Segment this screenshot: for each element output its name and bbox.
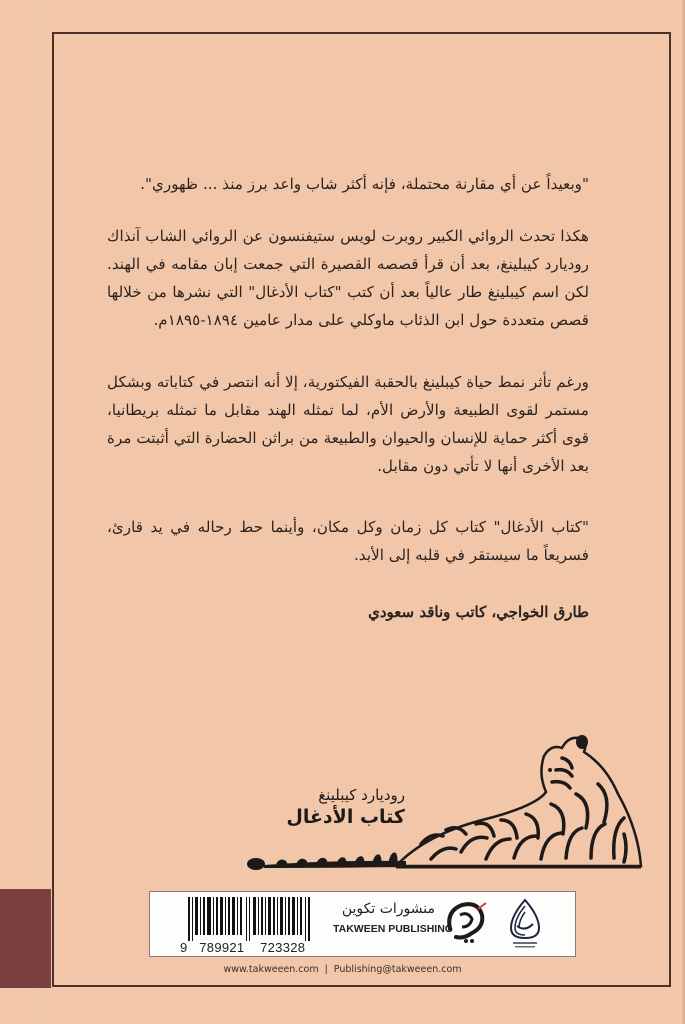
barcode-icon [188,897,310,941]
website-link[interactable]: www.takweeen.com [223,964,319,975]
blurb-signature: طارق الخواجي، كاتب وناقد سعودي [368,603,589,621]
email-link[interactable]: Publishing@takweeen.com [333,964,462,975]
blurb-paragraph-1: هكذا تحدث الروائي الكبير روبرت لويس ستيفنسون عن الروائي الشاب آنذاك روديارد كيبلينغ، بعد أن قرأ قصصه القصيرة التي جمعت إبان مقامه في الهند. لكن اسم كيبلينغ طار عالياً بعد أن كتب "كتاب الأدغال" التي نشرها من خلالها قصص متعددة حول ابن الذئاب ماوكلي على مدار عامين ١٨٩٤-١٨٩٥م. [107,227,589,329]
book-title: كتاب الأدغال [286,806,405,828]
publisher-name-english: TAKWEEN PUBLISHING [333,923,453,935]
rafidain-logo-icon [505,898,545,950]
isbn-first-digit: 9 [180,940,188,955]
blurb-paragraph-3: "كتاب الأدغال" كتاب كل زمان وكل مكان، وأينما حط رحاله في يد قارئ، فسريعاً ما سيستقر في قلبه إلى الأبد. [107,518,589,564]
isbn-digits [180,940,305,955]
takween-logo-icon [442,899,488,945]
tiger-illustration-icon [246,734,644,876]
opening-quote: "وبعيداً عن أي مقارنة محتملة، فإنه أكثر شاب واعد برز منذ ... ظهوري". [140,175,589,193]
book-author: روديارد كيبلينغ [318,786,405,804]
publisher-name-arabic: منشورات تكوين [341,901,435,917]
isbn-right-group: 723328 [260,940,306,955]
publisher-info-box [149,891,576,957]
spine-crease [32,0,35,1024]
blurb-paragraph-2: ورغم تأثر نمط حياة كيبلينغ بالحقبة الفيكتورية، إلا أنه انتصر في كتاباته وبشكل مستمر لقوى الطبيعة والأرض الأم، لما تمثله الهند مقابل ما تمثله بريطانيا، قوى أكثر حماية للإنسان والحيوان والطبيعة من براثن الحضارة التي أثبتت مرة بعد الأخرى أنها لا تأتي دون مقابل. [107,373,589,475]
isbn-left-group: 789921 [199,940,245,955]
footer-separator: | [324,964,328,975]
publisher-contact-footer [0,964,685,975]
